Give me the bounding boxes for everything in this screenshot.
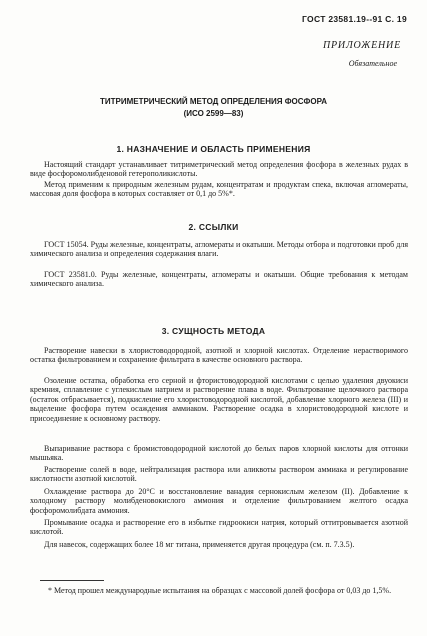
section-3-paragraph-1: Растворение навески в хлористоводородной, азотной и хлорной кислотах. Отделение нерастворимого остатка фильтрованием и сохранение фильтрата в качестве основного раствора.	[30, 346, 408, 365]
section-3-paragraph-2: Озоление остатка, обработка его серной и фтористоводородной кислотами с целью удаления двуокиси кремния, сплавление с углекислым натрием и растворение плава в воде. Фильтрование щелочного раствора (остаток отбрасывается), подкисление его хлористоводородной кислотой, добавление хлорного железа (III) и выделение фосфора путем осаждения аммиаком. Растворение осадка в хлористоводородной кислоте и присоединение к основному раствору.	[30, 376, 408, 423]
document-title: ТИТРИМЕТРИЧЕСКИЙ МЕТОД ОПРЕДЕЛЕНИЯ ФОСФОРА	[99, 97, 328, 106]
section-3-paragraph-7: Для навесок, содержащих более 18 мг титана, применяется другая процедура (см. п. 7.3.5).	[44, 540, 355, 549]
footnote: * Метод прошел международные испытания на образцах с массовой долей фосфора от 0,03 до 1,5%.	[48, 586, 392, 595]
document-subtitle: (ИСО 2599—83)	[183, 109, 244, 118]
section-2-paragraph-1: ГОСТ 15054. Руды железные, концентраты, агломераты и окатыши. Методы отбора и подготовки проб для химического анализа и определения содержания влаги.	[30, 240, 408, 259]
section-3-paragraph-5: Охлаждение раствора до 20°С и восстановление ванадия сернокислым железом (II). Добавление к холодному раствору молибденовокислого аммония и отделение фильтрованием желтого осадка фосфоромолибдата аммония.	[30, 487, 408, 515]
section-3-paragraph-3: Выпаривание раствора с бромистоводородной кислотой до белых паров хлорной кислоты для отгонки мышьяка.	[30, 444, 408, 463]
section-3-paragraph-6: Промывание осадка и растворение его в избытке гидроокиси натрия, который оттитровывается азотной кислотой.	[30, 518, 408, 537]
section-heading-1: 1. НАЗНАЧЕНИЕ И ОБЛАСТЬ ПРИМЕНЕНИЯ	[116, 144, 311, 154]
section-heading-3: 3. СУЩНОСТЬ МЕТОДА	[161, 326, 266, 336]
section-2-paragraph-2: ГОСТ 23581.0. Руды железные, концентраты, агломераты и окатыши. Общие требования к методам химического анализа.	[30, 270, 408, 289]
standard-header: ГОСТ 23581.19--91 С. 19	[302, 14, 407, 24]
section-3-paragraph-4: Растворение солей в воде, нейтрализация раствора или аликвоты раствором аммиака и регулирование кислотности азотной кислотой.	[30, 465, 408, 484]
appendix-label: ПРИЛОЖЕНИЕ	[323, 40, 401, 51]
section-1-paragraph-2: Метод применим к природным железным рудам, концентратам и продуктам спека, включая агломераты, массовая доля фосфора в которых составляет от 0,1 до 5%*.	[30, 180, 408, 199]
footnote-divider	[40, 580, 104, 581]
section-heading-2: 2. ССЫЛКИ	[188, 222, 239, 232]
section-1-paragraph-1: Настоящий стандарт устанавливает титриметрический метод определения фосфора в железных рудах в виде фосфоромолибденовой гетерополикислоты.	[30, 160, 408, 179]
appendix-type: Обязательное	[348, 59, 397, 68]
